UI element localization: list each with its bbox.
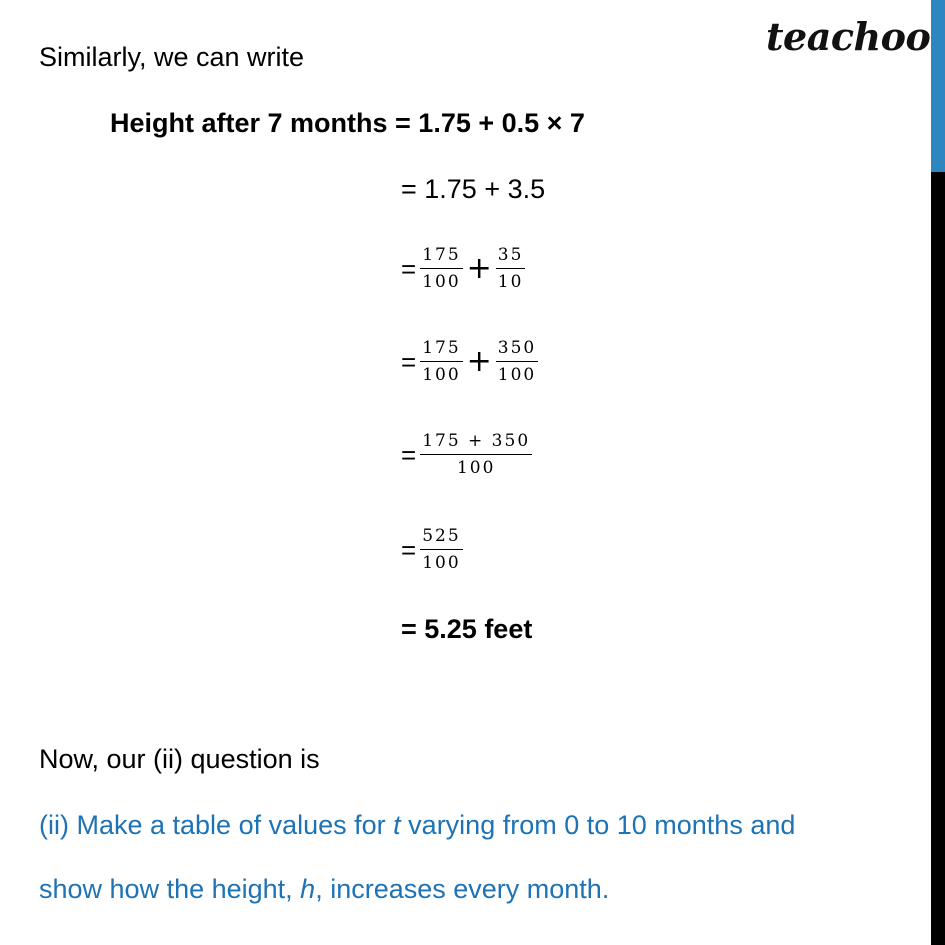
step-2: [401, 245, 525, 292]
denominator: 100: [422, 272, 461, 292]
equals-sign: =: [401, 346, 417, 377]
result-text: = 5.25 feet: [401, 614, 533, 644]
fraction: [420, 526, 462, 573]
question-text: (ii) Make a table of values for: [39, 810, 394, 840]
question-intro: Now, our (ii) question is: [39, 744, 320, 774]
fraction: [420, 431, 532, 478]
fraction: [420, 245, 462, 292]
right-edge-accent: [931, 0, 945, 172]
right-edge-bar: [931, 0, 945, 945]
fraction: [496, 338, 538, 385]
step-5: [401, 526, 463, 573]
numerator: 525: [420, 526, 462, 550]
question-text: varying from 0 to 10 months and: [400, 810, 796, 840]
equals-sign: =: [401, 534, 417, 565]
teachoo-logo: teachoo: [766, 14, 931, 59]
step-1: = 1.75 + 3.5: [401, 174, 546, 204]
step-4: [401, 431, 532, 478]
numerator: 350: [496, 338, 538, 362]
equals-sign: =: [401, 253, 417, 284]
plus-sign: +: [466, 343, 492, 379]
denominator: 100: [497, 365, 537, 385]
fraction: [420, 338, 462, 385]
variable-t: t: [393, 810, 401, 840]
variable-h: h: [300, 874, 316, 904]
denominator: 100: [422, 553, 461, 573]
denominator: 100: [456, 458, 496, 478]
fraction: [496, 245, 526, 292]
question-line-1: [39, 809, 795, 841]
denominator: 10: [497, 272, 524, 292]
denominator: 100: [422, 365, 461, 385]
plus-sign: +: [466, 250, 492, 286]
question-text: show how the height,: [39, 874, 301, 904]
step-3: [401, 338, 538, 385]
numerator: 175 + 350: [420, 431, 532, 455]
numerator: 175: [420, 245, 462, 269]
question-line-2: [39, 873, 609, 905]
heading-equation: Height after 7 months = 1.75 + 0.5 × 7: [110, 108, 585, 138]
numerator: 175: [420, 338, 462, 362]
numerator: 35: [496, 245, 526, 269]
intro-text: Similarly, we can write: [39, 42, 305, 72]
question-text: , increases every month.: [315, 874, 610, 904]
equals-sign: =: [401, 439, 417, 470]
